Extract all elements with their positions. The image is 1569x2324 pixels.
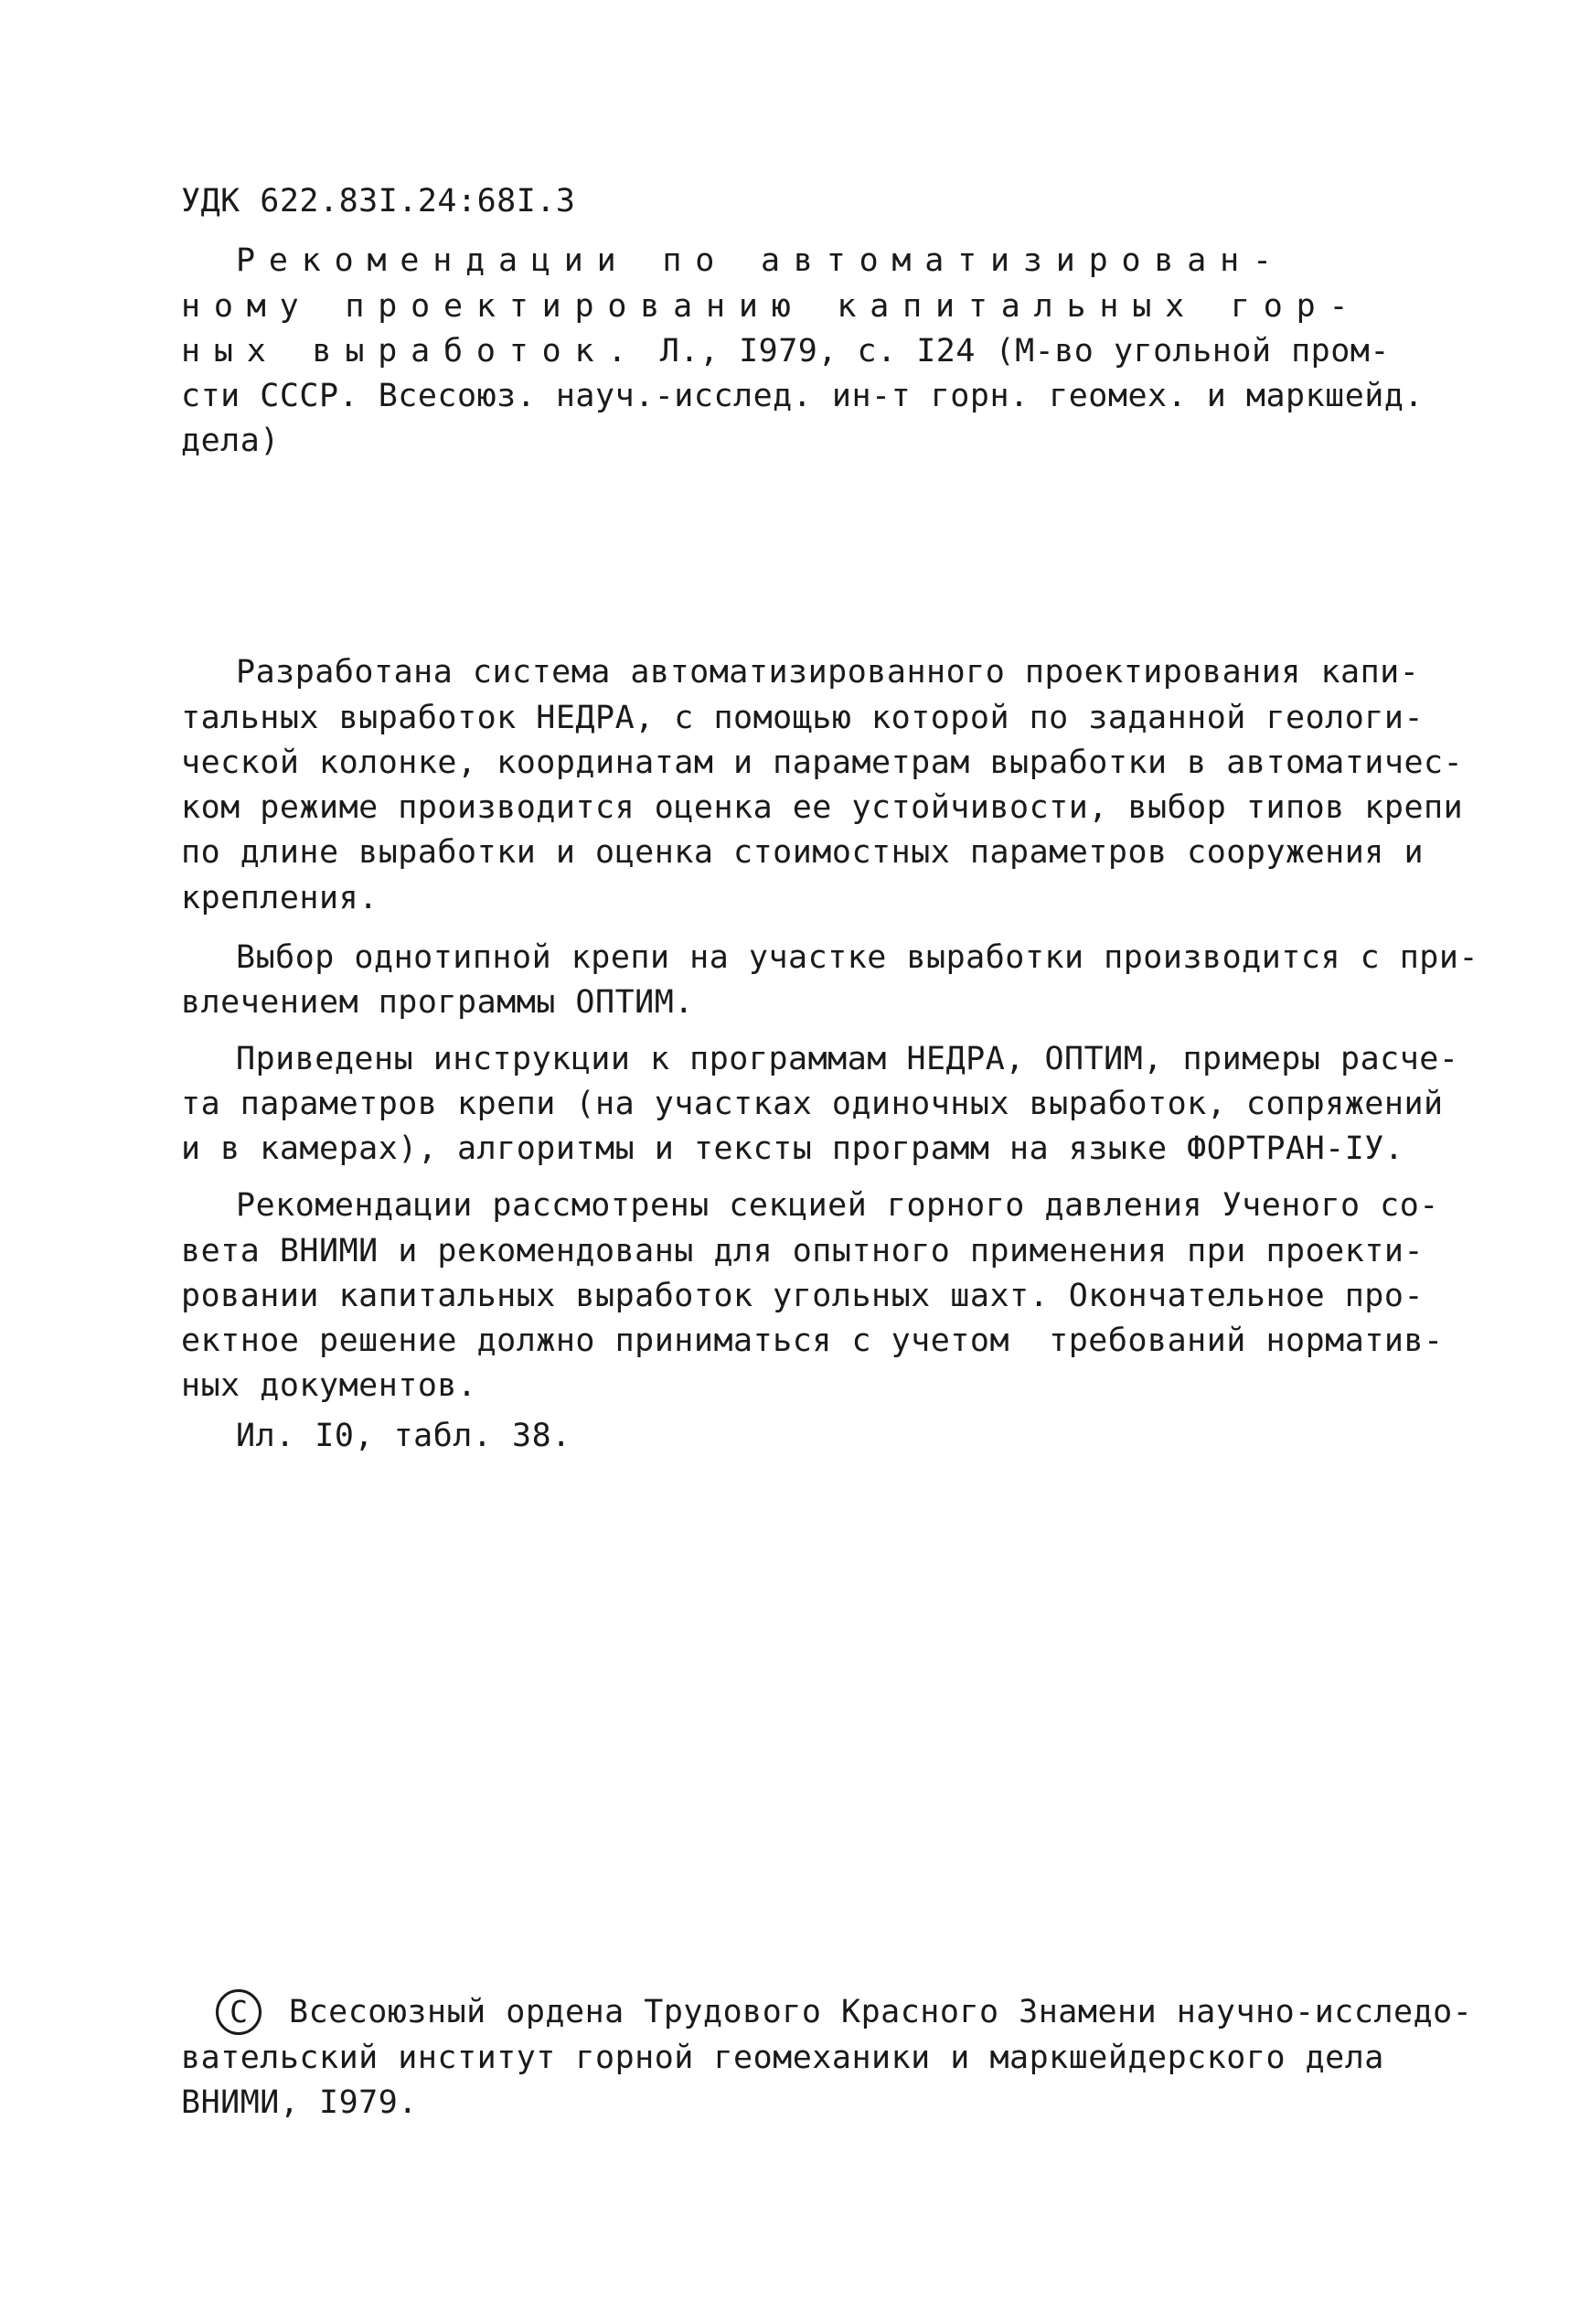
citation-title-line-2: ному проектированию капитальных гор- xyxy=(181,288,1362,325)
abstract-line: Выбор однотипной крепи на участке выработки производится с при- xyxy=(236,939,1479,976)
abstract-line: ровании капитальных выработок угольных шахт. Окончательное про- xyxy=(181,1278,1425,1314)
citation-title-line-1: Рекомендации по автоматизирован- xyxy=(236,242,1286,279)
citation-title-line-3-spaced: ных выработок. xyxy=(181,333,641,369)
illustrations-count: Ил. I0, табл. 38. xyxy=(236,1418,571,1454)
copyright-line: ВНИМИ, I979. xyxy=(181,2084,418,2121)
udc-code: УДК 622.83I.24:68I.3 xyxy=(181,183,576,220)
abstract-line: Приведены инструкции к программам НЕДРА, ОПТИМ, примеры расче- xyxy=(236,1041,1459,1077)
citation-line-3 xyxy=(181,333,1390,369)
abstract-line: Разработана система автоматизированного проектирования капи- xyxy=(236,654,1420,691)
abstract-line: крепления. xyxy=(181,880,379,916)
abstract-line: и в камерах), алгоритмы и тексты программ на языке ФОРТРАН-IУ. xyxy=(181,1130,1404,1167)
abstract-line: тальных выработок НЕДРА, с помощью которой по заданной геологи- xyxy=(181,700,1425,736)
copyright-line: Всесоюзный ордена Трудового Красного Знамени научно-исследо- xyxy=(289,1994,1473,2030)
abstract-line: ческой колонке, координатам и параметрам выработки в автоматичес- xyxy=(181,744,1464,781)
citation-line-5: дела) xyxy=(181,423,280,459)
citation-line-4: сти СССР. Всесоюз. науч.-исслед. ин-т горн. геомех. и маркшейд. xyxy=(181,378,1425,414)
abstract-line: ных документов. xyxy=(181,1367,477,1404)
copyright-line: вательский институт горной геомеханики и маркшейдерского дела xyxy=(181,2040,1384,2076)
copyright-icon: С xyxy=(216,1989,262,2035)
abstract-line: та параметров крепи (на участках одиночных выработок, сопряжений xyxy=(181,1086,1444,1122)
citation-publication-info: Л., I979, с. I24 (М-во угольной пром- xyxy=(659,333,1390,369)
abstract-line: по длине выработки и оценка стоимостных параметров сооружения и xyxy=(181,834,1425,871)
abstract-line: ком режиме производится оценка ее устойчивости, выбор типов крепи xyxy=(181,789,1464,826)
abstract-line: ектное решение должно приниматься с учетом требований норматив- xyxy=(181,1323,1444,1359)
abstract-line: влечением программы ОПТИМ. xyxy=(181,984,694,1021)
abstract-line: вета ВНИМИ и рекомендованы для опытного применения при проекти- xyxy=(181,1233,1425,1269)
abstract-line: Рекомендации рассмотрены секцией горного давления Ученого со- xyxy=(236,1187,1439,1224)
